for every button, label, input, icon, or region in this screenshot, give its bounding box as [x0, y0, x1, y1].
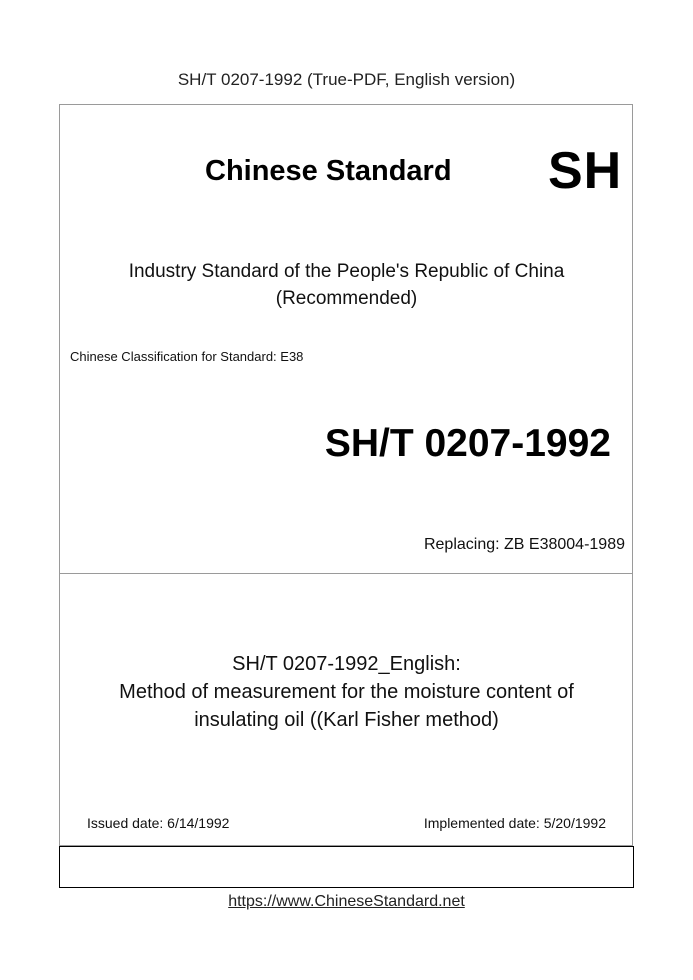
issued-date: Issued date: 6/14/1992	[87, 815, 230, 831]
industry-line-1: Industry Standard of the People's Republic of China	[128, 261, 565, 282]
replacing-text: Replacing: ZB E38004-1989	[423, 536, 625, 553]
industry-line-2: (Recommended)	[275, 288, 418, 309]
cover-bottom-panel	[59, 846, 634, 888]
standard-number: SH/T 0207-1992	[324, 422, 611, 465]
chinese-standard-heading: Chinese Standard	[205, 155, 452, 187]
title-line-1: SH/T 0207-1992_English:	[232, 653, 461, 675]
industry-standard-text	[0, 258, 693, 312]
sh-mark-logo: SH	[548, 142, 623, 200]
title-line-3: insulating oil ((Karl Fisher method)	[194, 709, 499, 731]
document-header-title: SH/T 0207-1992 (True-PDF, English version)	[177, 70, 516, 89]
implemented-date: Implemented date: 5/20/1992	[423, 815, 606, 831]
website-link[interactable]: https://www.ChineseStandard.net	[228, 893, 465, 910]
classification-text: Chinese Classification for Standard: E38	[70, 349, 304, 364]
title-line-2: Method of measurement for the moisture content of	[119, 681, 574, 703]
document-title	[0, 650, 693, 734]
